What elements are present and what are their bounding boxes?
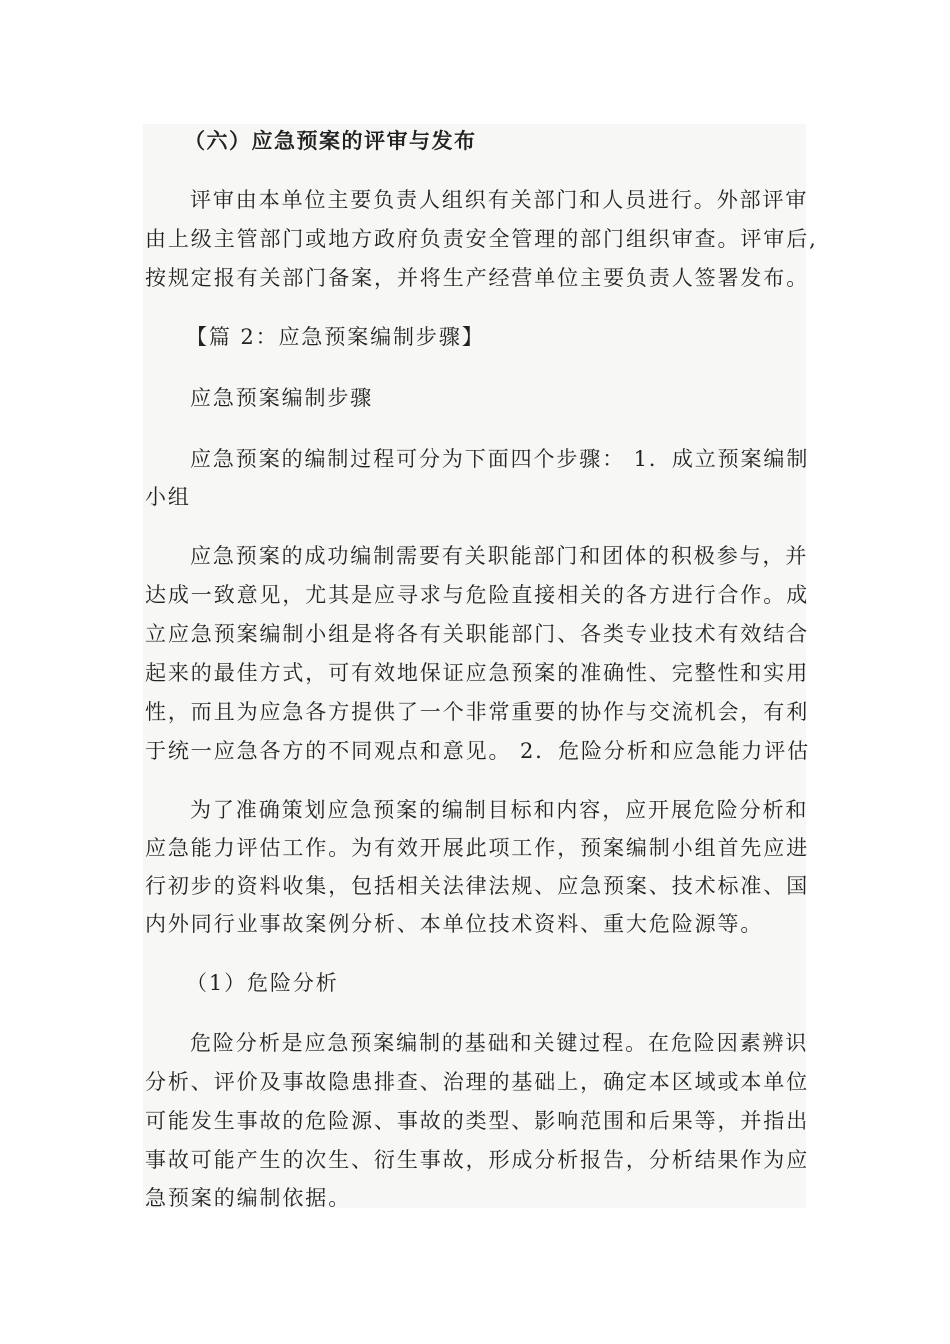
team-paragraph-line-3: 立应急预案编制小组是将各有关职能部门、各类专业技术有效结合 <box>145 622 810 646</box>
review-paragraph-line-1: 评审由本单位主要负责人组织有关部门和人员进行。外部评审 <box>190 188 809 212</box>
team-paragraph-line-1: 应急预案的成功编制需要有关职能部门和团体的积极参与，并 <box>190 544 809 568</box>
team-paragraph-line-4: 起来的最佳方式，可有效地保证应急预案的准确性、完整性和实用 <box>145 661 810 685</box>
assessment-paragraph-line-4: 内外同行业事故案例分析、本单位技术资料、重大危险源等。 <box>145 912 764 936</box>
subtitle: 应急预案编制步骤 <box>190 386 374 410</box>
risk-heading: （1）危险分析 <box>186 971 339 995</box>
risk-paragraph-line-2: 分析、评价及事故隐患排查、治理的基础上，确定本区域或本单位 <box>145 1070 810 1094</box>
intro-paragraph-line-1: 应急预案的编制过程可分为下面四个步骤： 1．成立预案编制 <box>190 447 810 471</box>
section-heading: （六）应急预案的评审与发布 <box>184 129 477 153</box>
assessment-paragraph-line-1: 为了准确策划应急预案的编制目标和内容，应开展危险分析和 <box>190 798 809 822</box>
team-paragraph-line-6: 于统一应急各方的不同观点和意见。 2．危险分析和应急能力评估 <box>145 739 811 763</box>
risk-paragraph-line-3: 可能发生事故的危险源、事故的类型、影响范围和后果等，并指出 <box>145 1109 810 1133</box>
intro-paragraph-line-2: 小组 <box>145 485 191 509</box>
team-paragraph-line-2: 达成一致意见，尤其是应寻求与危险直接相关的各方进行合作。成 <box>145 583 810 607</box>
review-paragraph-line-2: 由上级主管部门或地方政府负责安全管理的部门组织审查。评审后, <box>145 227 818 251</box>
assessment-paragraph-line-3: 行初步的资料收集，包括相关法律法规、应急预案、技术标准、国 <box>145 874 810 898</box>
team-paragraph-line-5: 性，而且为应急各方提供了一个非常重要的协作与交流机会，有利 <box>145 700 810 724</box>
risk-paragraph-line-1: 危险分析是应急预案编制的基础和关键过程。在危险因素辨识 <box>190 1031 809 1055</box>
assessment-paragraph-line-2: 应急能力评估工作。为有效开展此项工作，预案编制小组首先应进 <box>145 836 810 860</box>
review-paragraph-line-3: 按规定报有关部门备案，并将生产经营单位主要负责人签署发布。 <box>145 266 810 290</box>
part-title: 【篇 2：应急预案编制步骤】 <box>186 325 485 349</box>
risk-paragraph-line-4: 事故可能产生的次生、衍生事故，形成分析报告，分析结果作为应 <box>145 1148 810 1172</box>
risk-paragraph-line-5: 急预案的编制依据。 <box>145 1186 352 1210</box>
